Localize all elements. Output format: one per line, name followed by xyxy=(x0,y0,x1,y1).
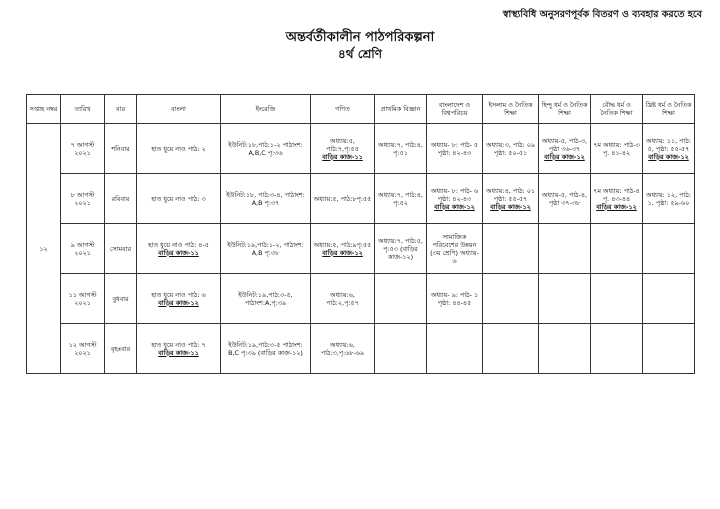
lesson-cell xyxy=(483,224,539,274)
lesson-text: অধ্যায়:৭, পাঠ:৪, পৃ:৫১ xyxy=(378,140,423,157)
header-cell: তারিখ xyxy=(61,95,105,124)
header-cell: খ্রিষ্ট ধর্ম ও নৈতিক শিক্ষা xyxy=(643,95,695,124)
lesson-cell xyxy=(591,174,643,224)
lesson-text: ইউনিট:১৯,পাঠ:৩-৫ পাঠাংশ: B,C পৃ:৩৯ (বাড়ির কাজ-১২) xyxy=(228,340,303,357)
homework-label: বাড়ির কাজ-১২ xyxy=(544,152,585,161)
lesson-text: হাত ধুয়ে নাও পাঠ: ৪-৫ xyxy=(148,240,209,249)
lesson-cell xyxy=(483,124,539,174)
lesson-cell xyxy=(137,224,221,274)
table-row xyxy=(27,174,695,224)
lesson-text: অধ্যায়:৫, পাঠ:৮পৃ:৫৫ xyxy=(313,194,372,203)
lesson-text: ইউনিট:১৯,পাঠ:১-২, পাঠাংশ: A,B পৃ:৩৮ xyxy=(227,240,304,257)
lesson-cell xyxy=(311,324,375,374)
page-title: অন্তর্বর্তীকালীন পাঠপরিকল্পনা xyxy=(285,30,435,45)
day-cell: রবিবার xyxy=(105,174,137,224)
lesson-cell xyxy=(221,274,311,324)
lesson-text: অধ্যায়-৫, পাঠ-৩, পৃষ্ঠা ৩৬-৩৭ xyxy=(541,136,588,153)
lesson-text: ৭ম অধ্যায়: পাঠ-৪ পৃ. ৪৩-৪৪ xyxy=(593,186,640,203)
lesson-text: ৭ম অধ্যায়: পাঠ-৩ পৃ. ৪১-৪২ xyxy=(593,140,640,157)
header-cell: ইংরেজি xyxy=(221,95,311,124)
lesson-cell xyxy=(643,224,695,274)
lesson-cell xyxy=(483,174,539,224)
lesson-cell xyxy=(539,224,591,274)
lesson-cell xyxy=(539,274,591,324)
lesson-text: অধ্যায়: ১২, পাঠ: ১, পৃষ্ঠা: ৫৯-৬০ xyxy=(646,190,691,207)
lesson-cell xyxy=(591,274,643,324)
lesson-cell xyxy=(643,324,695,374)
lesson-cell xyxy=(483,324,539,374)
header-cell: হিন্দু ধর্ম ও নৈতিক শিক্ষা xyxy=(539,95,591,124)
lesson-cell xyxy=(375,124,427,174)
lesson-cell xyxy=(311,224,375,274)
homework-label: বাড়ির কাজ-১২ xyxy=(322,248,363,257)
lesson-text: সামাজিক পরিবেশের উন্নয়ন (৩য় শ্রেণি) অধ্যায়- ৬ xyxy=(430,232,479,265)
lesson-text: অধ্যায়:৭, পাঠ:৫, পৃ:৫৩ (বাড়ির কাজ-১২) xyxy=(378,236,423,261)
table-row xyxy=(27,274,695,324)
lesson-text: ইউনিট:১৯,পাঠ:৩-৫, পাঠাংশ:A,পৃ:৩৯ xyxy=(238,290,293,307)
lesson-cell xyxy=(375,324,427,374)
lesson-cell xyxy=(539,124,591,174)
header-cell: গণিত xyxy=(311,95,375,124)
date-cell: ১১ আগস্ট ২০২১ xyxy=(61,274,105,324)
lesson-plan-table xyxy=(26,94,695,374)
header-cell: বাংলাদেশ ও বিশ্বপরিচয় xyxy=(427,95,483,124)
day-cell: বৃহঃবার xyxy=(105,324,137,374)
lesson-cell xyxy=(427,124,483,174)
lesson-cell xyxy=(591,124,643,174)
lesson-cell xyxy=(311,124,375,174)
lesson-cell xyxy=(137,324,221,374)
lesson-cell xyxy=(221,324,311,374)
lesson-cell xyxy=(375,274,427,324)
table-row xyxy=(27,124,695,174)
lesson-cell xyxy=(137,174,221,224)
homework-label: বাড়ির কাজ-১১ xyxy=(158,348,199,357)
lesson-text: অধ্যায়- ৯: পাঠ- ১ পৃষ্ঠা: ৪৪-৪৫ xyxy=(430,290,479,307)
lesson-cell xyxy=(311,174,375,224)
date-cell: ১২ আগস্ট ২০২১ xyxy=(61,324,105,374)
lesson-cell xyxy=(375,174,427,224)
lesson-cell xyxy=(137,274,221,324)
lesson-text: অধ্যায়:৬, পাঠ:২,পৃ:৫৭ xyxy=(326,290,359,307)
homework-label: বাড়ির কাজ-১২ xyxy=(490,202,531,211)
homework-label: বাড়ির কাজ-১১ xyxy=(158,248,199,257)
class-subtitle: ৪র্থ শ্রেণি xyxy=(337,47,383,61)
header-cell: বার xyxy=(105,95,137,124)
homework-label: বাড়ির কাজ-১১ xyxy=(322,152,363,161)
lesson-text: অধ্যায়:৫, পাঠ:৭,পৃ:৫৪ xyxy=(326,136,359,153)
table-row xyxy=(27,224,695,274)
homework-label: বাড়ির কাজ-১২ xyxy=(158,298,199,307)
homework-label: বাড়ির কাজ-১২ xyxy=(434,202,475,211)
day-cell: বুধবার xyxy=(105,274,137,324)
lesson-cell xyxy=(375,224,427,274)
lesson-text: অধ্যায়:৩, পাঠ: ০৯ পৃষ্ঠা: ৫০-৫১ xyxy=(485,140,536,157)
lesson-cell xyxy=(539,324,591,374)
lesson-text: হাত ধুয়ে নাও পাঠ: ৭ xyxy=(151,340,206,349)
lesson-text: অধ্যায়:৫, পাঠ:৯পৃ:৫৫ xyxy=(313,240,372,249)
lesson-cell xyxy=(427,224,483,274)
lesson-text: অধ্যায়:৬, পাঠ:৩,পৃ:৬৮-৬৯ xyxy=(320,340,365,357)
lesson-text: হাত ধুয়ে নাও পাঠ: ৩ xyxy=(151,194,206,203)
header-row xyxy=(27,95,695,124)
lesson-text: অধ্যায়: ১১, পাঠ: ৫, পৃষ্ঠা: ৫৫-৫৭ xyxy=(646,136,691,153)
lesson-cell xyxy=(591,324,643,374)
lesson-cell xyxy=(427,174,483,224)
lesson-cell xyxy=(643,274,695,324)
header-cell: প্রাথমিক বিজ্ঞান xyxy=(375,95,427,124)
header-cell: ইসলাম ও নৈতিক শিক্ষা xyxy=(483,95,539,124)
lesson-text: অধ্যায়:৪, পাঠ: ০১ পৃষ্ঠা: ৫৫-৫৭ xyxy=(485,186,536,203)
lesson-cell xyxy=(221,224,311,274)
health-guideline-notice: স্বাস্থ্যবিধি অনুসরণপূর্বক বিতরণ ও ব্যবহার করতে হবে xyxy=(502,9,702,20)
lesson-cell xyxy=(221,124,311,174)
lesson-text: হাত ধুয়ে নাও পাঠ: ৬ xyxy=(151,290,206,299)
lesson-text: অধ্যায়-৫, পাঠ-৪, পৃষ্ঠা ৩৭-৩৮ xyxy=(541,190,588,207)
date-cell: ৯ আগস্ট ২০২১ xyxy=(61,224,105,274)
lesson-text: অধ্যায়- ৮: পাঠ- ৫ পৃষ্ঠা: ৪২-৪৩ xyxy=(430,140,479,157)
header-cell: সপ্তাহ নম্বর xyxy=(27,95,61,124)
lesson-cell xyxy=(311,274,375,324)
lesson-cell xyxy=(427,324,483,374)
lesson-text: ইউনিট:১৮,পাঠ:১-২ পাঠাংশ: A,B,C পৃ:৩৬ xyxy=(228,140,303,157)
table-row xyxy=(27,324,695,374)
lesson-cell xyxy=(643,124,695,174)
lesson-cell xyxy=(221,174,311,224)
lesson-cell xyxy=(137,124,221,174)
lesson-cell xyxy=(539,174,591,224)
header-cell: বৌদ্ধ ধর্ম ও নৈতিক শিক্ষা xyxy=(591,95,643,124)
week-number-cell: ১২ xyxy=(27,124,61,374)
lesson-text: অধ্যায়- ৮: পাঠ- ৬ পৃষ্ঠা: ৪২-৪৩ xyxy=(430,186,479,203)
day-cell: শনিবার xyxy=(105,124,137,174)
lesson-text: হাত ধুয়ে নাও পাঠ: ২ xyxy=(151,144,206,153)
header-cell: বাংলা xyxy=(137,95,221,124)
homework-label: বাড়ির কাজ-১২ xyxy=(648,152,689,161)
date-cell: ৮ আগস্ট ২০২১ xyxy=(61,174,105,224)
homework-label: বাড়ির কাজ-১২ xyxy=(596,202,637,211)
lesson-cell xyxy=(643,174,695,224)
lesson-cell xyxy=(483,274,539,324)
lesson-text: ইউনিট:১৮, পাঠ:৩-৪, পাঠাংশ: A,B পৃ:৩৭ xyxy=(226,190,305,207)
lesson-cell xyxy=(427,274,483,324)
lesson-text: অধ্যায়:৭, পাঠ:৪, পৃ:৫২ xyxy=(378,190,423,207)
lesson-cell xyxy=(591,224,643,274)
date-cell: ৭ আগস্ট ২০২১ xyxy=(61,124,105,174)
day-cell: সোমবার xyxy=(105,224,137,274)
